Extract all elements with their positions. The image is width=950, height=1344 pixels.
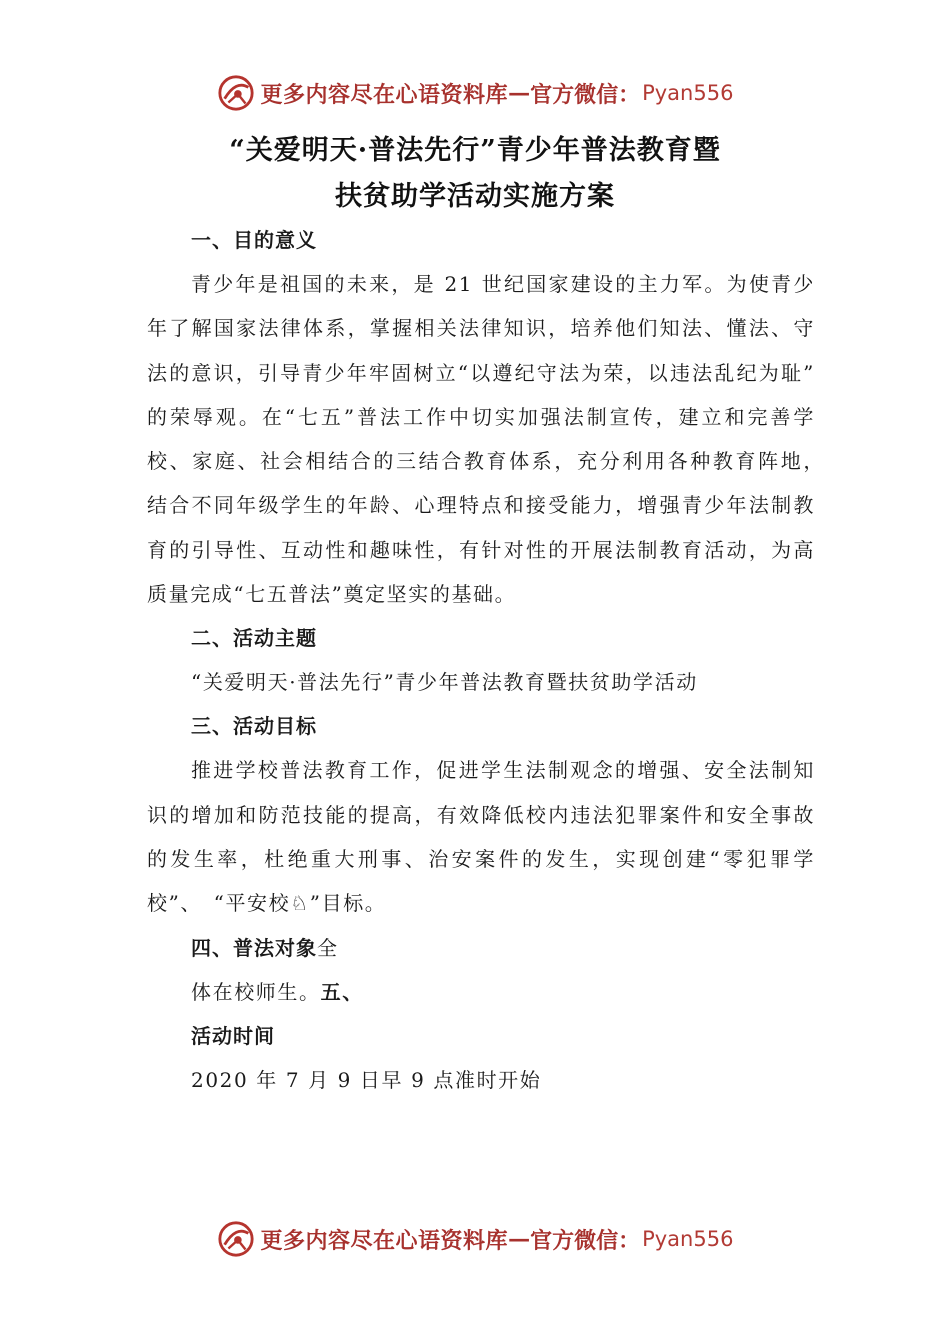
section-body-audience [147, 970, 815, 1014]
watermark-text: 更多内容尽在心语资料库 [260, 1227, 509, 1254]
watermark-official-label: 官方微信： [530, 1227, 641, 1254]
section-heading-purpose: 一、目的意义 [191, 228, 317, 252]
section-body-time: 2020 年 7 月 9 日早 9 点准时开始 [191, 1067, 542, 1092]
document-title-line2: 扶贫助学活动实施方案 [335, 181, 615, 212]
watermark-wechat-id: Pyan556 [642, 1227, 734, 1251]
brand-logo-icon [217, 74, 255, 112]
document-title-line1: “关爱明天·普法先行”青少年普法教育暨 [229, 135, 721, 166]
section-heading-audience [147, 926, 815, 970]
section-heading-audience-text: 四、普法对象 [191, 935, 317, 960]
watermark-dash: — [508, 1226, 531, 1252]
watermark-text: 更多内容尽在心语资料库 [260, 81, 509, 108]
watermark-banner-bottom [0, 1214, 950, 1264]
section-heading-theme: 二、活动主题 [191, 626, 317, 651]
section-body-goal: 推进学校普法教育工作，促进学生法制观念的增强、安全法制知识的增加和防范技能的提高，有效降低校内违法犯罪案件和安全事故的发生率，杜绝重大刑事、治安案件的发生，实现创建“零犯罪学校”、 “平安校♘”目标。 [147, 758, 815, 916]
document-body [147, 218, 837, 1102]
watermark-wechat-id: Pyan556 [642, 81, 734, 105]
watermark-banner-top [0, 68, 950, 118]
section-body-theme: “关爱明天·普法先行”青少年普法教育暨扶贫助学活动 [191, 670, 698, 695]
section-number-time: 五、 [320, 979, 364, 1004]
section-heading-goal: 三、活动目标 [191, 714, 317, 739]
section-body-purpose: 青少年是祖国的未来，是 21 世纪国家建设的主力军。为使青少年了解国家法律体系，掌握相关法律知识，培养他们知法、懂法、守法的意识，引导青少年牢固树立“以遵纪守法为荣，以违法乱纪为耻” 的荣辱观。在“七五”普法工作中切实加强法制宣传，建立和完善学校、家庭、社会相结合的三结合教育体系，充分利用各种教育阵地， 结合不同年级学生的年龄、心理特点和接受能力，增强青少年法制教育的引导性、互动性和趣味性，有针对性的开展法制教育活动，为高质量完成“七五普法”奠定坚实的基础。 [147, 272, 837, 607]
watermark-dash: — [508, 80, 531, 106]
section-heading-audience-tail: 全 [317, 935, 338, 960]
section-heading-time: 活动时间 [191, 1023, 275, 1048]
audience-text: 体在校师生。 [191, 979, 321, 1004]
watermark-official-label: 官方微信： [530, 81, 641, 108]
brand-logo-icon [217, 1220, 255, 1258]
